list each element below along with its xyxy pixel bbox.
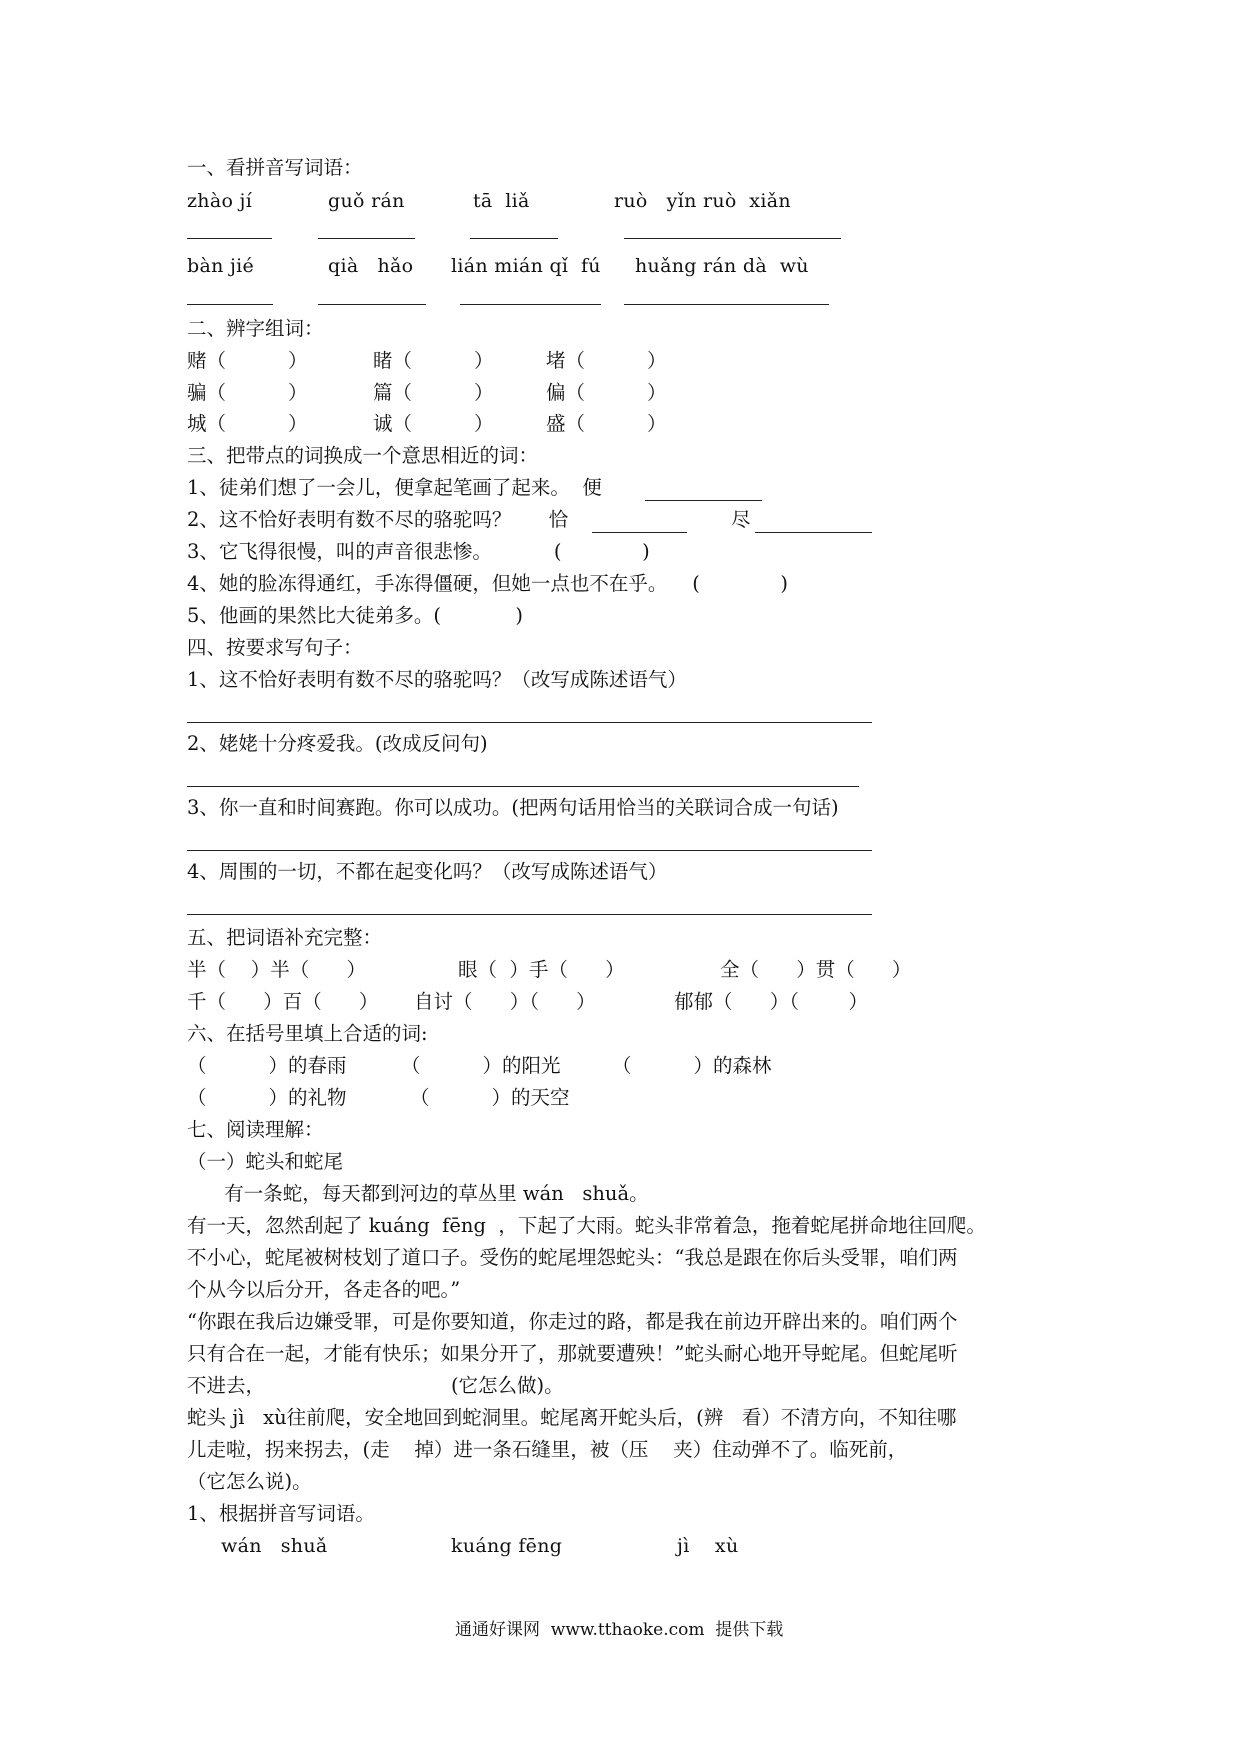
pinyin-prompt: wán shuǎ — [221, 1535, 328, 1557]
answer-line[interactable] — [318, 238, 415, 239]
pinyin-8: huǎng rán dà wù — [635, 255, 809, 277]
answer-line[interactable] — [470, 238, 558, 239]
fill-phrase: （ ）的阳光 — [401, 1054, 561, 1077]
question-3-3: 3、它飞得很慢，叫的声音很悲惨。 ( ) — [187, 540, 650, 563]
reading-line: 不进去， (它怎么做)。 — [187, 1374, 564, 1397]
section-6-heading: 六、在括号里填上合适的词: — [187, 1022, 428, 1045]
question-4-3: 3、你一直和时间赛跑。你可以成功。(把两句话用恰当的关联词合成一句话) — [187, 796, 839, 819]
fill-phrase: （ ）的春雨 — [187, 1054, 347, 1077]
char-blank: 诚（ ） — [373, 412, 494, 435]
char-blank: 赌（ ） — [187, 349, 308, 372]
idiom-blank: 眼（ ）手（ ） — [458, 958, 625, 981]
answer-line[interactable] — [624, 238, 841, 239]
char-blank: 盛（ ） — [546, 412, 667, 435]
reading-line: 有一天，忽然刮起了 kuáng fēng ，下起了大雨。蛇头非常着急，拖着蛇尾拼命地往回爬。 — [187, 1214, 986, 1237]
question-3-1: 1、徒弟们想了一会儿，便拿起笔画了起来。 便 — [187, 476, 602, 499]
footer-credit: 通通好课网 www.tthaoke.com 提供下载 — [455, 1620, 784, 1640]
section-1-heading: 一、看拼音写词语： — [187, 156, 363, 179]
section-4-heading: 四、按要求写句子： — [187, 636, 363, 659]
reading-line: 个从今以后分开，各走各的吧。” — [187, 1278, 461, 1301]
pinyin-prompt: kuáng fēng — [451, 1535, 563, 1557]
answer-line[interactable] — [645, 500, 762, 501]
pinyin-7: lián mián qǐ fú — [451, 255, 601, 277]
answer-line[interactable] — [624, 304, 829, 305]
reading-line: 儿走啦，拐来拐去，(走 掉）进一条石缝里，被（压 夹）住动弹不了。临死前， — [187, 1438, 908, 1461]
question-3-4: 4、她的脸冻得通红，手冻得僵硬，但她一点也不在乎。 ( ) — [187, 572, 788, 595]
fill-phrase: （ ）的森林 — [612, 1054, 772, 1077]
answer-line[interactable] — [318, 304, 426, 305]
char-blank: 骗（ ） — [187, 381, 308, 404]
idiom-blank: 全（ ）贯（ ） — [720, 958, 912, 981]
pinyin-6: qià hǎo — [328, 255, 414, 277]
char-blank: 篇（ ） — [373, 381, 494, 404]
pinyin-prompt: jì xù — [677, 1535, 739, 1557]
reading-line: 只有合在一起，才能有快乐；如果分开了，那就要遭殃！”蛇头耐心地开导蛇尾。但蛇尾听 — [187, 1342, 958, 1365]
question-3-5: 5、他画的果然比大徒弟多。( ) — [187, 604, 524, 627]
reading-title: （一）蛇头和蛇尾 — [187, 1150, 344, 1173]
answer-line[interactable] — [187, 786, 859, 787]
pinyin-3: tā liǎ — [473, 190, 530, 212]
question-7-1: 1、根据拼音写词语。 — [187, 1502, 375, 1525]
fill-phrase: （ ）的天空 — [410, 1086, 570, 1109]
idiom-blank: 自讨（ ）（ ） — [414, 990, 596, 1013]
answer-line[interactable] — [187, 850, 872, 851]
pinyin-2: guǒ rán — [328, 190, 405, 212]
section-5-heading: 五、把词语补充完整： — [187, 926, 383, 949]
char-blank: 堵（ ） — [546, 349, 667, 372]
answer-line[interactable] — [187, 914, 872, 915]
answer-line[interactable] — [187, 304, 273, 305]
reading-line: 蛇头 jì xù往前爬，安全地回到蛇洞里。蛇尾离开蛇头后，(辨 看）不清方向，不知往哪 — [187, 1406, 957, 1429]
char-blank: 偏（ ） — [546, 381, 667, 404]
char-blank: 城（ ） — [187, 412, 308, 435]
reading-line: 有一条蛇，每天都到河边的草丛里 wán shuǎ。 — [187, 1182, 649, 1205]
section-7-heading: 七、阅读理解： — [187, 1118, 324, 1141]
question-3-2: 2、这不恰好表明有数不尽的骆驼吗？ 恰 — [187, 508, 569, 531]
answer-line[interactable] — [755, 532, 872, 533]
reading-line: 不小心，蛇尾被树枝划了道口子。受伤的蛇尾埋怨蛇头：“我总是跟在你后头受罪，咱们两 — [187, 1246, 958, 1269]
pinyin-5: bàn jié — [187, 255, 255, 277]
pinyin-1: zhào jí — [187, 190, 253, 212]
reading-line: “你跟在我后边嫌受罪，可是你要知道，你走过的路，都是我在前边开辟出来的。咱们两个 — [187, 1310, 958, 1333]
answer-line[interactable] — [460, 304, 601, 305]
answer-line[interactable] — [187, 238, 272, 239]
question-3-2b: 尽 — [731, 508, 751, 531]
question-4-2: 2、姥姥十分疼爱我。(改成反问句) — [187, 732, 488, 755]
question-4-4: 4、周围的一切，不都在起变化吗？（改写成陈述语气） — [187, 860, 668, 883]
section-3-heading: 三、把带点的词换成一个意思相近的词： — [187, 444, 539, 467]
answer-line[interactable] — [187, 722, 872, 723]
answer-line[interactable] — [592, 532, 687, 533]
reading-line: （它怎么说)。 — [187, 1470, 312, 1493]
question-4-1: 1、这不恰好表明有数不尽的骆驼吗？（改写成陈述语气） — [187, 668, 687, 691]
section-2-heading: 二、辨字组词： — [187, 317, 324, 340]
pinyin-4: ruò yǐn ruò xiǎn — [614, 190, 791, 212]
idiom-blank: 半（ ）半（ ） — [187, 958, 366, 981]
idiom-blank: 千（ ）百（ ） — [187, 990, 379, 1013]
idiom-blank: 郁郁（ ）（ ） — [674, 990, 869, 1013]
fill-phrase: （ ）的礼物 — [187, 1086, 347, 1109]
char-blank: 睹（ ） — [373, 349, 494, 372]
